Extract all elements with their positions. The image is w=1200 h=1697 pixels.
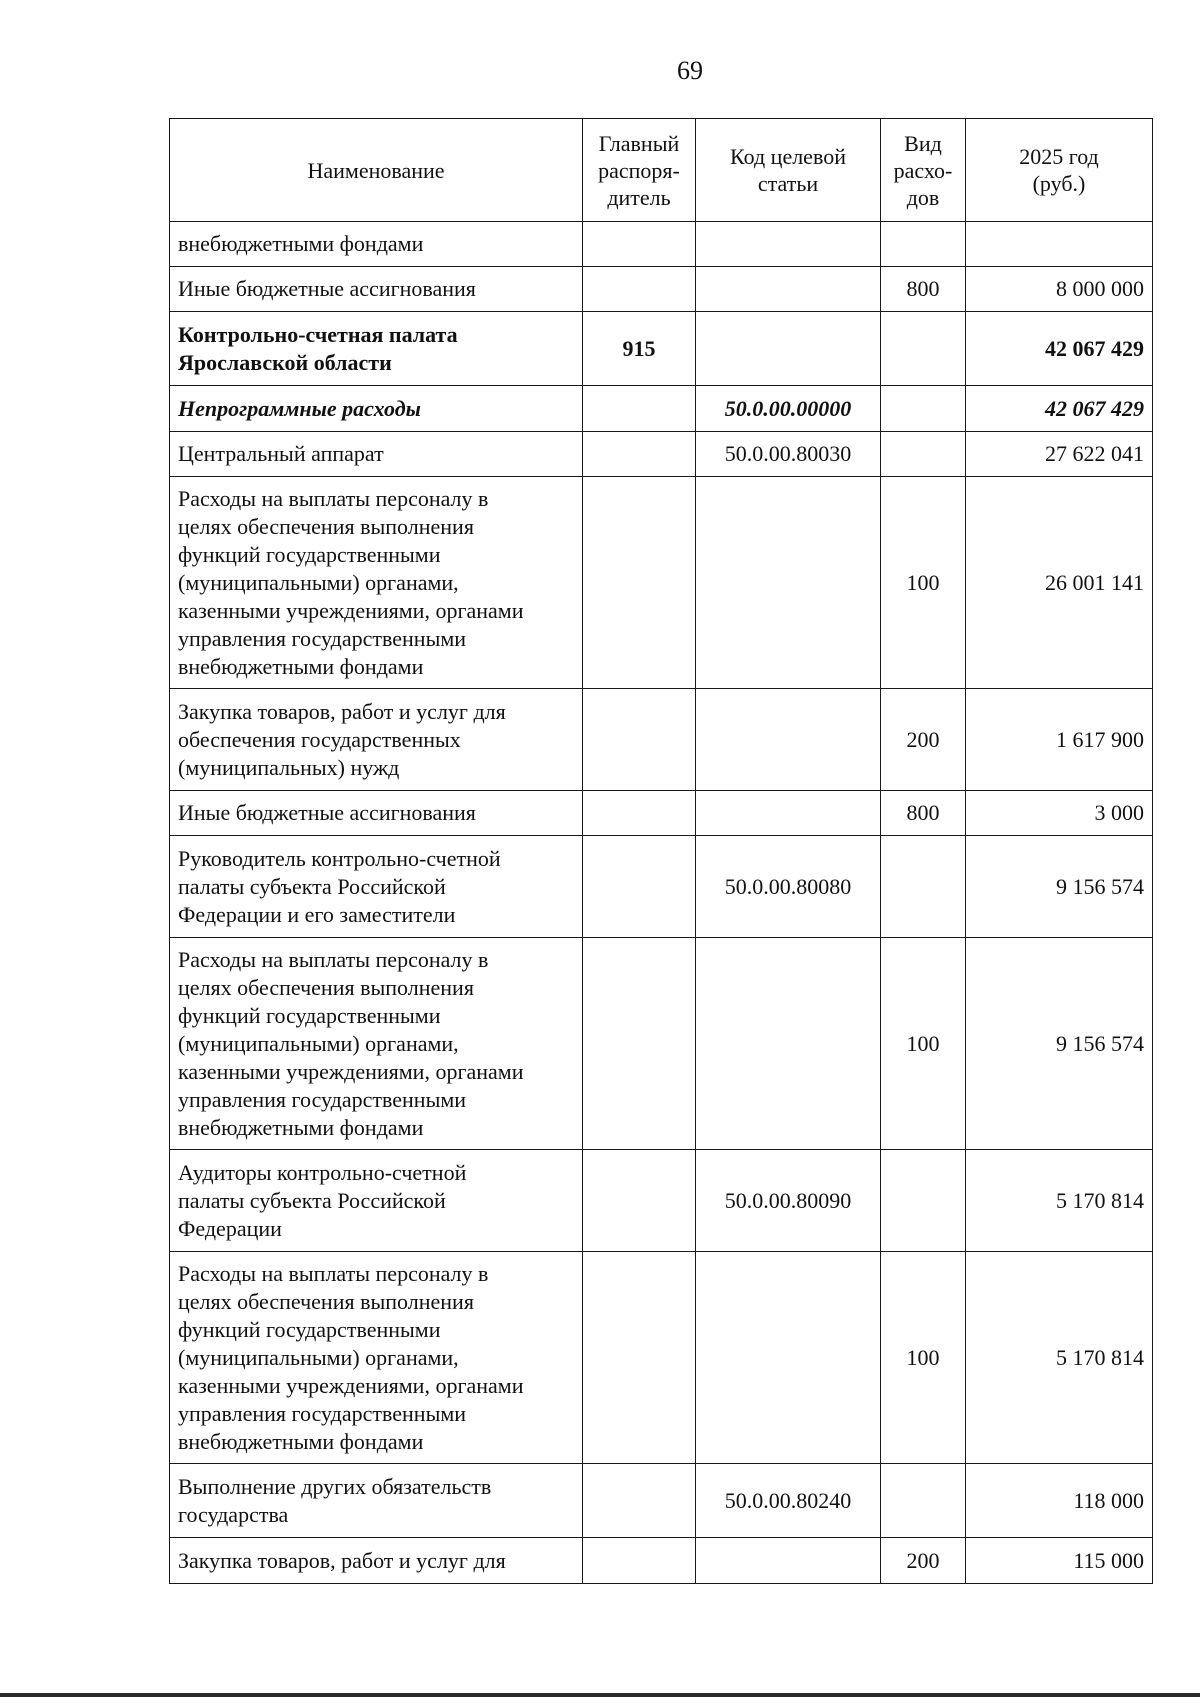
table-row: [170, 267, 1153, 312]
cell-manager: [583, 791, 696, 836]
cell-amount: 42 067 429: [966, 386, 1153, 432]
cell-name: Аудиторы контрольно-счетной палаты субъекта Российской Федерации: [170, 1150, 583, 1252]
cell-code: [696, 267, 881, 312]
header-year-2025: 2025 год (руб.): [966, 119, 1153, 222]
cell-name: Руководитель контрольно-счетной палаты субъекта Российской Федерации и его заместители: [170, 836, 583, 938]
cell-manager: [583, 1252, 696, 1464]
table-row: [170, 1150, 1153, 1252]
cell-code: [696, 791, 881, 836]
table-row: [170, 386, 1153, 432]
table-row: [170, 938, 1153, 1150]
cell-amount: 115 000: [966, 1538, 1153, 1584]
table-row: [170, 1252, 1153, 1464]
cell-type: [881, 386, 966, 432]
table-row: [170, 432, 1153, 477]
cell-type: 200: [881, 1538, 966, 1584]
cell-code: [696, 1538, 881, 1584]
cell-code: 50.0.00.00000: [696, 386, 881, 432]
table-row: [170, 312, 1153, 386]
cell-code: 50.0.00.80240: [696, 1464, 881, 1538]
cell-amount: 5 170 814: [966, 1252, 1153, 1464]
cell-amount: 3 000: [966, 791, 1153, 836]
cell-name: внебюджетными фондами: [170, 222, 583, 267]
cell-code: 50.0.00.80080: [696, 836, 881, 938]
cell-name: Центральный аппарат: [170, 432, 583, 477]
cell-amount: 8 000 000: [966, 267, 1153, 312]
header-main-manager: Главный распоря- дитель: [583, 119, 696, 222]
cell-manager: [583, 432, 696, 477]
cell-code: 50.0.00.80030: [696, 432, 881, 477]
cell-name: Контрольно-счетная палата Ярославской области: [170, 312, 583, 386]
table-row: [170, 689, 1153, 791]
cell-name: Закупка товаров, работ и услуг для: [170, 1538, 583, 1584]
cell-type: [881, 1464, 966, 1538]
header-name: Наименование: [170, 119, 583, 222]
table-row: [170, 477, 1153, 689]
cell-manager: [583, 689, 696, 791]
cell-name: Выполнение других обязательств государства: [170, 1464, 583, 1538]
table-row: [170, 791, 1153, 836]
cell-type: 800: [881, 267, 966, 312]
cell-code: [696, 1252, 881, 1464]
cell-name: Непрограммные расходы: [170, 386, 583, 432]
scan-bottom-edge: [0, 1693, 1200, 1697]
table-row: [170, 222, 1153, 267]
cell-type: 100: [881, 477, 966, 689]
cell-manager: [583, 1538, 696, 1584]
header-target-code: Код целевой статьи: [696, 119, 881, 222]
cell-amount: 118 000: [966, 1464, 1153, 1538]
cell-manager: [583, 938, 696, 1150]
cell-code: 50.0.00.80090: [696, 1150, 881, 1252]
cell-code: [696, 938, 881, 1150]
page-number-wrapper: [0, 56, 1200, 86]
cell-manager: [583, 267, 696, 312]
cell-manager: 915: [583, 312, 696, 386]
cell-type: 200: [881, 689, 966, 791]
cell-type: [881, 222, 966, 267]
cell-type: [881, 432, 966, 477]
cell-type: [881, 1150, 966, 1252]
cell-amount: 26 001 141: [966, 477, 1153, 689]
cell-code: [696, 312, 881, 386]
table-row: [170, 836, 1153, 938]
cell-name: Закупка товаров, работ и услуг для обеспечения государственных (муниципальных) нужд: [170, 689, 583, 791]
cell-manager: [583, 386, 696, 432]
cell-manager: [583, 836, 696, 938]
cell-amount: 27 622 041: [966, 432, 1153, 477]
header-expense-type: Вид расхо- дов: [881, 119, 966, 222]
cell-amount: 9 156 574: [966, 938, 1153, 1150]
cell-amount: [966, 222, 1153, 267]
cell-amount: 1 617 900: [966, 689, 1153, 791]
cell-manager: [583, 1150, 696, 1252]
cell-name: Расходы на выплаты персоналу в целях обеспечения выполнения функций государственными (муниципальными) органами, казенными учреждениями, органами управления государственными внебюджетными фондами: [170, 477, 583, 689]
cell-code: [696, 477, 881, 689]
cell-name: Расходы на выплаты персоналу в целях обеспечения выполнения функций государственными (муниципальными) органами, казенными учреждениями, органами управления государственными внебюджетными фондами: [170, 938, 583, 1150]
cell-code: [696, 222, 881, 267]
cell-type: 800: [881, 791, 966, 836]
cell-code: [696, 689, 881, 791]
cell-type: 100: [881, 938, 966, 1150]
cell-manager: [583, 222, 696, 267]
cell-type: [881, 836, 966, 938]
cell-name: Иные бюджетные ассигнования: [170, 791, 583, 836]
cell-name: Расходы на выплаты персоналу в целях обеспечения выполнения функций государственными (муниципальными) органами, казенными учреждениями, органами управления государственными внебюджетными фондами: [170, 1252, 583, 1464]
cell-type: [881, 312, 966, 386]
cell-amount: 42 067 429: [966, 312, 1153, 386]
budget-table: [169, 118, 1153, 1584]
cell-type: 100: [881, 1252, 966, 1464]
cell-amount: 5 170 814: [966, 1150, 1153, 1252]
table-header-row: [170, 119, 1153, 222]
page-number: 69: [677, 56, 703, 85]
table-row: [170, 1464, 1153, 1538]
cell-manager: [583, 477, 696, 689]
cell-amount: 9 156 574: [966, 836, 1153, 938]
table-row: [170, 1538, 1153, 1584]
cell-manager: [583, 1464, 696, 1538]
cell-name: Иные бюджетные ассигнования: [170, 267, 583, 312]
